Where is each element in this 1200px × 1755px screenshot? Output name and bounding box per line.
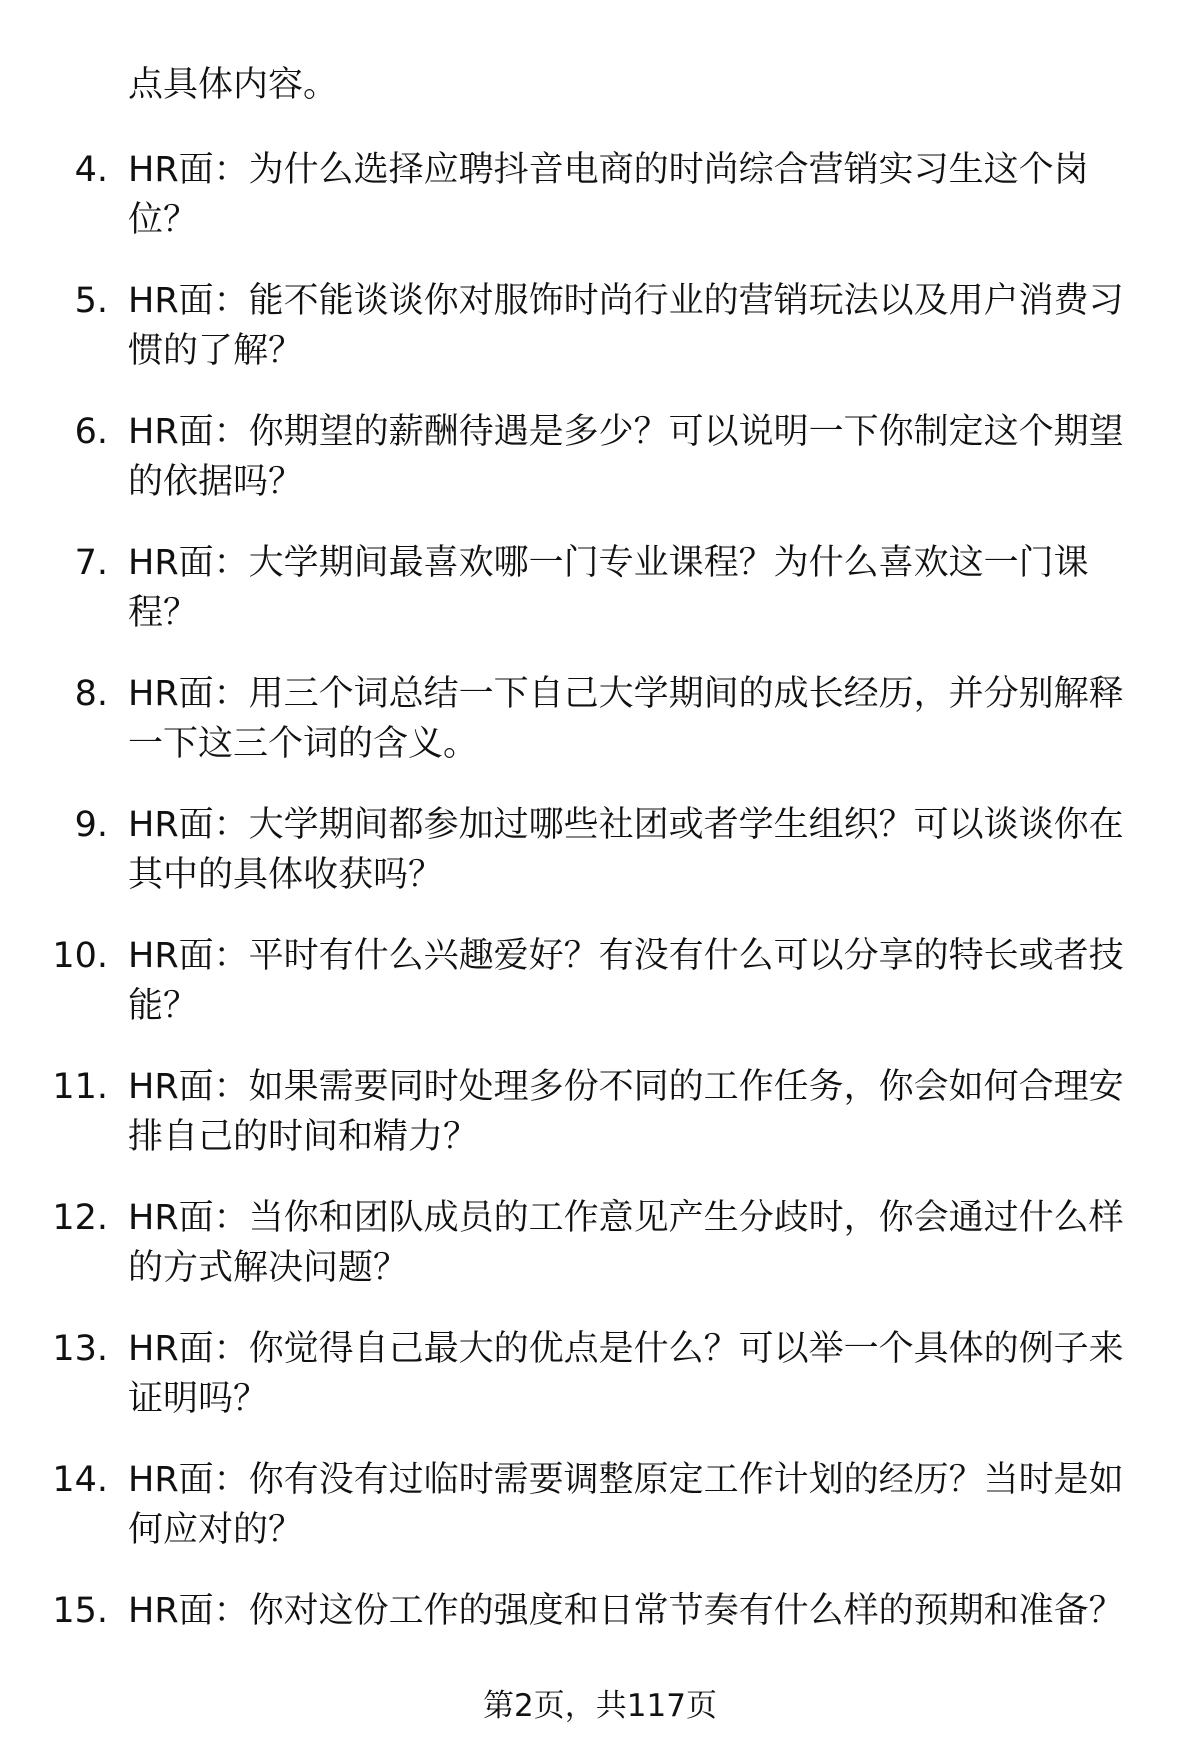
question-text: HR面：当你和团队成员的工作意见产生分歧时，你会通过什么样的方式解决问题？ bbox=[128, 1198, 1124, 1288]
question-number: 8. bbox=[74, 674, 108, 714]
question-number: 9. bbox=[74, 805, 108, 845]
page-footer: 第2页，共117页 bbox=[483, 1688, 717, 1724]
question-item bbox=[0, 538, 1200, 638]
question-text: HR面：大学期间最喜欢哪一门专业课程？为什么喜欢这一门课程？ bbox=[128, 543, 1089, 633]
question-text: HR面：用三个词总结一下自己大学期间的成长经历，并分别解释一下这三个词的含义。 bbox=[128, 674, 1124, 764]
question-item bbox=[0, 1586, 1200, 1686]
question-item bbox=[0, 931, 1200, 1031]
question-text: HR面：如果需要同时处理多份不同的工作任务，你会如何合理安排自己的时间和精力？ bbox=[128, 1067, 1124, 1157]
question-item bbox=[0, 407, 1200, 507]
question-list bbox=[0, 145, 1200, 1717]
question-item bbox=[0, 1455, 1200, 1555]
question-text: HR面：平时有什么兴趣爱好？有没有什么可以分享的特长或者技能？ bbox=[128, 936, 1124, 1026]
question-text: HR面：能不能谈谈你对服饰时尚行业的营销玩法以及用户消费习惯的了解？ bbox=[128, 281, 1124, 371]
question-item bbox=[0, 1062, 1200, 1162]
question-number: 4. bbox=[74, 150, 108, 190]
question-item bbox=[0, 276, 1200, 376]
question-number: 11. bbox=[52, 1067, 108, 1107]
question-text: HR面：你对这份工作的强度和日常节奏有什么样的预期和准备？ bbox=[128, 1591, 1124, 1631]
question-number: 5. bbox=[74, 281, 108, 321]
question-item bbox=[0, 145, 1200, 245]
question-text: HR面：你觉得自己最大的优点是什么？可以举一个具体的例子来证明吗？ bbox=[128, 1329, 1124, 1419]
question-number: 14. bbox=[52, 1460, 108, 1500]
question-number: 12. bbox=[52, 1198, 108, 1238]
question-number: 10. bbox=[52, 936, 108, 976]
question-item bbox=[0, 1193, 1200, 1293]
continued-text: 点具体内容。 bbox=[128, 65, 339, 105]
question-text: HR面：你期望的薪酬待遇是多少？可以说明一下你制定这个期望的依据吗？ bbox=[128, 412, 1124, 502]
question-number: 6. bbox=[74, 412, 108, 452]
question-text: HR面：你有没有过临时需要调整原定工作计划的经历？当时是如何应对的？ bbox=[128, 1460, 1124, 1550]
question-text: HR面：大学期间都参加过哪些社团或者学生组织？可以谈谈你在其中的具体收获吗？ bbox=[128, 805, 1124, 895]
question-item bbox=[0, 669, 1200, 769]
question-text: HR面：为什么选择应聘抖音电商的时尚综合营销实习生这个岗位？ bbox=[128, 150, 1089, 240]
question-item bbox=[0, 1324, 1200, 1424]
question-number: 15. bbox=[52, 1591, 108, 1631]
question-number: 7. bbox=[74, 543, 108, 583]
question-number: 13. bbox=[52, 1329, 108, 1369]
question-item bbox=[0, 800, 1200, 900]
